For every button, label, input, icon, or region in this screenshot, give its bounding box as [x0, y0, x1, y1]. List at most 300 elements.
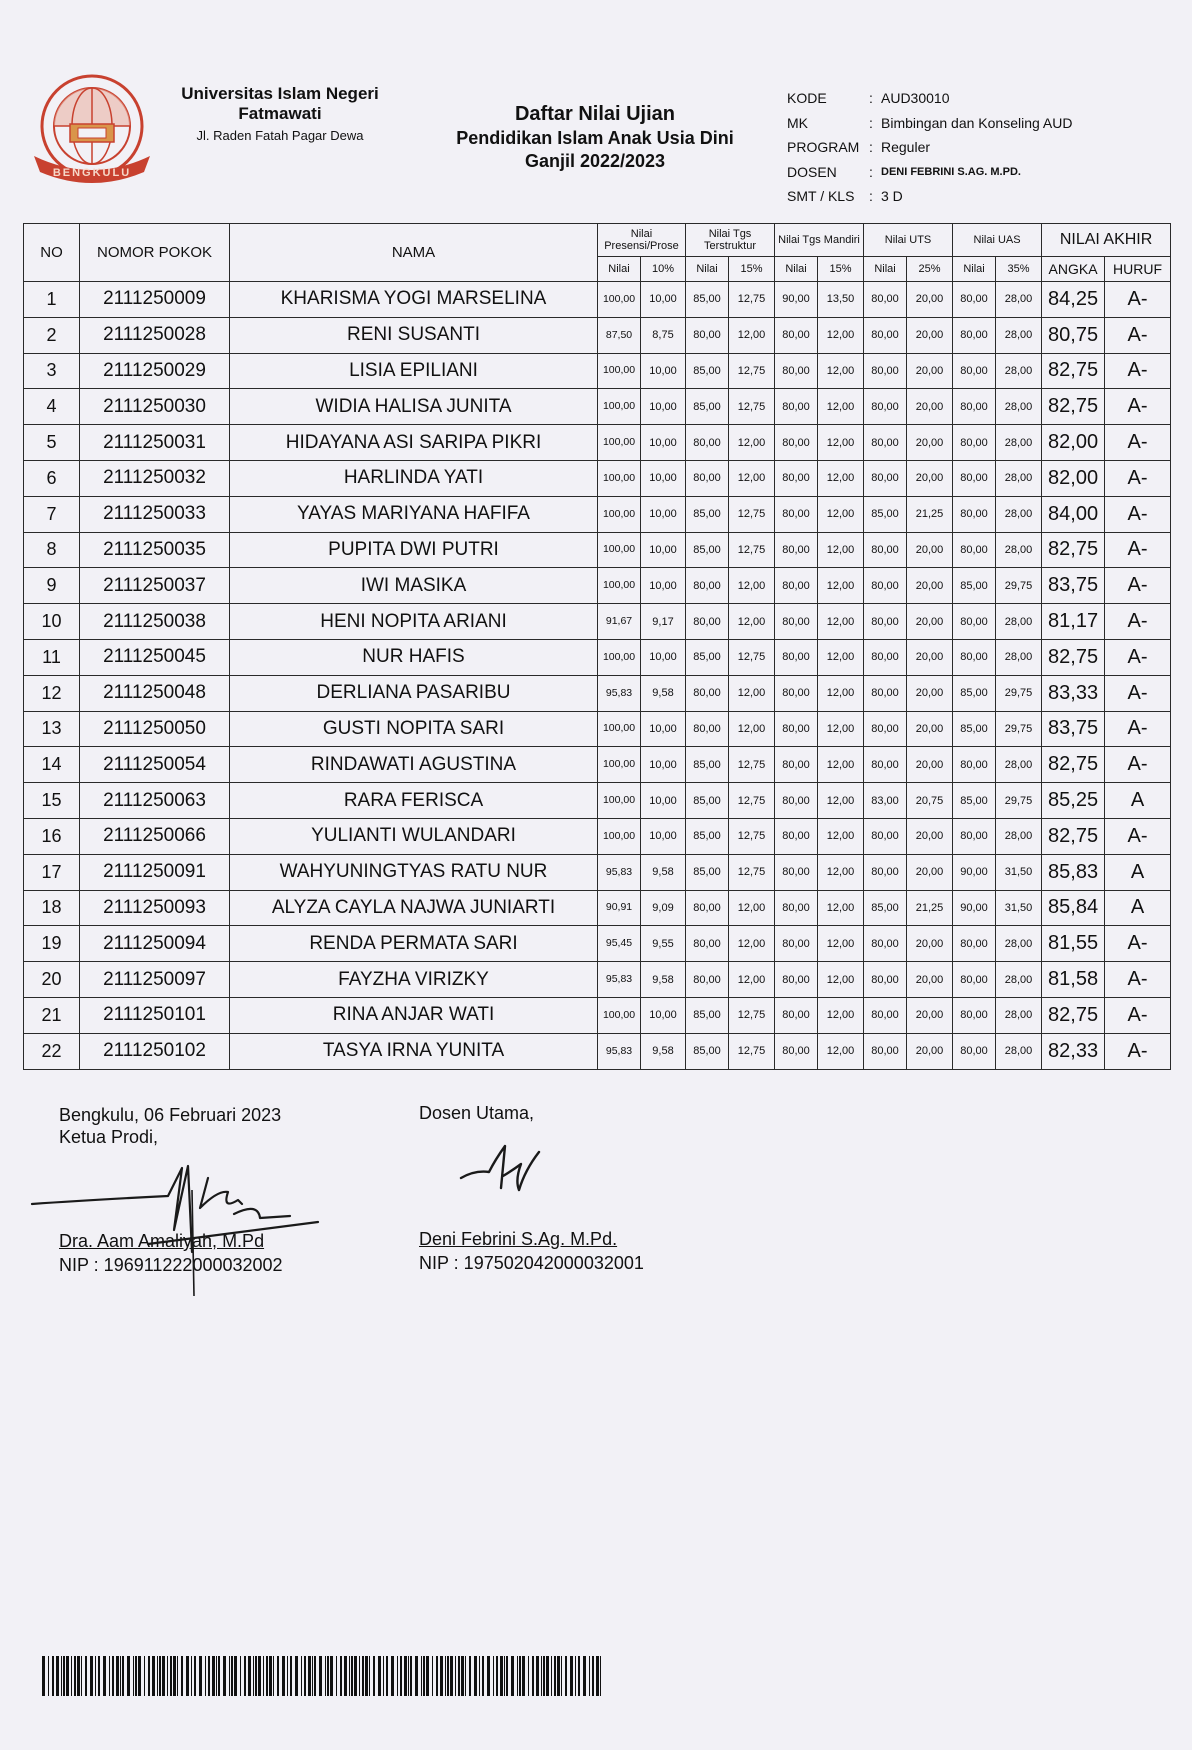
row-presensi-nilai: 100,00 — [598, 353, 641, 389]
row-uas-35: 29,75 — [996, 711, 1042, 747]
row-uas-nilai: 80,00 — [953, 926, 996, 962]
table-row — [24, 962, 1171, 998]
row-nomor-pokok: 2111250045 — [80, 639, 230, 675]
row-no: 14 — [24, 747, 80, 783]
row-uas-nilai: 80,00 — [953, 1033, 996, 1069]
row-presensi-10: 10,00 — [641, 282, 686, 318]
row-huruf: A- — [1105, 997, 1171, 1033]
row-angka: 83,75 — [1042, 711, 1105, 747]
row-presensi-10: 10,00 — [641, 460, 686, 496]
row-uas-35: 28,00 — [996, 282, 1042, 318]
row-mandiri-15: 12,00 — [818, 711, 864, 747]
row-presensi-10: 10,00 — [641, 532, 686, 568]
row-uts-25: 20,00 — [907, 389, 953, 425]
row-uas-35: 31,50 — [996, 854, 1042, 890]
row-uas-35: 28,00 — [996, 460, 1042, 496]
row-huruf: A- — [1105, 818, 1171, 854]
row-presensi-nilai: 100,00 — [598, 532, 641, 568]
row-nomor-pokok: 2111250063 — [80, 783, 230, 819]
row-uts-nilai: 85,00 — [864, 890, 907, 926]
row-angka: 84,00 — [1042, 496, 1105, 532]
row-nama: LISIA EPILIANI — [230, 353, 598, 389]
row-presensi-nilai: 95,83 — [598, 962, 641, 998]
row-mandiri-nilai: 80,00 — [775, 675, 818, 711]
row-uas-nilai: 80,00 — [953, 639, 996, 675]
row-huruf: A- — [1105, 282, 1171, 318]
logo-ribbon-text: BENGKULU — [52, 167, 132, 179]
row-uas-nilai: 80,00 — [953, 282, 996, 318]
row-uas-35: 28,00 — [996, 496, 1042, 532]
row-terstruktur-15: 12,00 — [729, 604, 775, 640]
document-title — [430, 102, 760, 172]
info-value: Reguler — [881, 139, 931, 156]
row-huruf: A- — [1105, 389, 1171, 425]
row-uts-nilai: 80,00 — [864, 818, 907, 854]
row-angka: 85,84 — [1042, 890, 1105, 926]
row-nama: ALYZA CAYLA NAJWA JUNIARTI — [230, 890, 598, 926]
row-uas-nilai: 85,00 — [953, 711, 996, 747]
row-uts-nilai: 80,00 — [864, 604, 907, 640]
row-no: 10 — [24, 604, 80, 640]
row-terstruktur-nilai: 80,00 — [686, 711, 729, 747]
university-name-line1: Universitas Islam Negeri — [181, 84, 379, 103]
info-row-smt-kls: SMT / KLS : 3 D — [787, 188, 903, 205]
row-mandiri-15: 12,00 — [818, 997, 864, 1033]
row-uts-25: 20,00 — [907, 532, 953, 568]
row-uts-25: 21,25 — [907, 496, 953, 532]
row-terstruktur-15: 12,75 — [729, 353, 775, 389]
row-uts-25: 20,00 — [907, 997, 953, 1033]
row-terstruktur-15: 12,75 — [729, 818, 775, 854]
col-header-presensi: Nilai Presensi/Prose — [598, 224, 686, 257]
row-no: 12 — [24, 675, 80, 711]
row-uts-25: 20,00 — [907, 926, 953, 962]
row-nama: DERLIANA PASARIBU — [230, 675, 598, 711]
table-row — [24, 389, 1171, 425]
row-nomor-pokok: 2111250097 — [80, 962, 230, 998]
row-mandiri-15: 13,50 — [818, 282, 864, 318]
table-row — [24, 675, 1171, 711]
row-mandiri-nilai: 80,00 — [775, 532, 818, 568]
row-uas-35: 28,00 — [996, 997, 1042, 1033]
row-uas-nilai: 80,00 — [953, 532, 996, 568]
subheader: HURUF — [1105, 257, 1171, 282]
left-role: Ketua Prodi, — [59, 1127, 159, 1147]
row-uas-35: 28,00 — [996, 532, 1042, 568]
table-row — [24, 317, 1171, 353]
row-terstruktur-nilai: 85,00 — [686, 818, 729, 854]
row-no: 3 — [24, 353, 80, 389]
row-nama: GUSTI NOPITA SARI — [230, 711, 598, 747]
row-terstruktur-nilai: 85,00 — [686, 997, 729, 1033]
row-nomor-pokok: 2111250101 — [80, 997, 230, 1033]
info-value: Bimbingan dan Konseling AUD — [881, 114, 1073, 131]
row-huruf: A- — [1105, 711, 1171, 747]
row-presensi-10: 9,09 — [641, 890, 686, 926]
row-presensi-10: 10,00 — [641, 818, 686, 854]
row-presensi-nilai: 100,00 — [598, 282, 641, 318]
row-presensi-10: 10,00 — [641, 747, 686, 783]
row-nomor-pokok: 2111250050 — [80, 711, 230, 747]
row-presensi-nilai: 90,91 — [598, 890, 641, 926]
subheader: 15% — [818, 257, 864, 282]
row-presensi-10: 9,58 — [641, 1033, 686, 1069]
row-uas-35: 28,00 — [996, 353, 1042, 389]
table-row — [24, 532, 1171, 568]
info-row-mk: MK : Bimbingan dan Konseling AUD — [787, 114, 1073, 131]
col-header-nilai-akhir: NILAI AKHIR — [1042, 224, 1171, 257]
row-mandiri-nilai: 80,00 — [775, 854, 818, 890]
row-presensi-nilai: 100,00 — [598, 496, 641, 532]
row-uas-35: 28,00 — [996, 747, 1042, 783]
row-presensi-nilai: 100,00 — [598, 747, 641, 783]
subheader: Nilai — [953, 257, 996, 282]
university-block — [160, 84, 400, 143]
row-presensi-nilai: 100,00 — [598, 568, 641, 604]
row-uas-35: 28,00 — [996, 926, 1042, 962]
row-mandiri-nilai: 80,00 — [775, 353, 818, 389]
row-mandiri-15: 12,00 — [818, 317, 864, 353]
row-nama: IWI MASIKA — [230, 568, 598, 604]
row-huruf: A- — [1105, 604, 1171, 640]
row-uts-25: 20,00 — [907, 711, 953, 747]
subheader: Nilai — [598, 257, 641, 282]
row-terstruktur-15: 12,00 — [729, 711, 775, 747]
row-terstruktur-nilai: 85,00 — [686, 496, 729, 532]
row-angka: 85,25 — [1042, 783, 1105, 819]
row-angka: 82,75 — [1042, 639, 1105, 675]
info-row-kode: KODE : AUD30010 — [787, 90, 950, 107]
row-presensi-10: 8,75 — [641, 317, 686, 353]
row-uts-25: 20,00 — [907, 962, 953, 998]
row-presensi-nilai: 95,83 — [598, 675, 641, 711]
row-huruf: A- — [1105, 962, 1171, 998]
row-huruf: A- — [1105, 425, 1171, 461]
signature-block-left — [59, 1104, 283, 1275]
row-terstruktur-nilai: 80,00 — [686, 317, 729, 353]
subheader: 10% — [641, 257, 686, 282]
row-mandiri-nilai: 80,00 — [775, 604, 818, 640]
row-angka: 82,75 — [1042, 353, 1105, 389]
row-presensi-10: 9,58 — [641, 675, 686, 711]
row-terstruktur-15: 12,75 — [729, 282, 775, 318]
row-presensi-10: 10,00 — [641, 353, 686, 389]
row-uts-25: 20,00 — [907, 639, 953, 675]
row-terstruktur-nilai: 85,00 — [686, 282, 729, 318]
table-row — [24, 890, 1171, 926]
row-nomor-pokok: 2111250038 — [80, 604, 230, 640]
row-nomor-pokok: 2111250009 — [80, 282, 230, 318]
row-uas-35: 28,00 — [996, 604, 1042, 640]
subheader: ANGKA — [1042, 257, 1105, 282]
row-presensi-10: 10,00 — [641, 568, 686, 604]
row-huruf: A- — [1105, 568, 1171, 604]
row-terstruktur-15: 12,00 — [729, 317, 775, 353]
table-row — [24, 747, 1171, 783]
table-row — [24, 926, 1171, 962]
row-terstruktur-15: 12,00 — [729, 425, 775, 461]
row-angka: 82,00 — [1042, 425, 1105, 461]
row-mandiri-nilai: 80,00 — [775, 711, 818, 747]
row-mandiri-nilai: 80,00 — [775, 818, 818, 854]
row-huruf: A- — [1105, 1033, 1171, 1069]
row-mandiri-15: 12,00 — [818, 604, 864, 640]
row-mandiri-15: 12,00 — [818, 496, 864, 532]
row-nomor-pokok: 2111250066 — [80, 818, 230, 854]
row-angka: 80,75 — [1042, 317, 1105, 353]
row-angka: 85,83 — [1042, 854, 1105, 890]
row-uts-25: 20,00 — [907, 460, 953, 496]
header-row-1 — [24, 224, 1171, 257]
row-no: 6 — [24, 460, 80, 496]
row-angka: 82,00 — [1042, 460, 1105, 496]
row-terstruktur-nilai: 80,00 — [686, 926, 729, 962]
col-header-tgs-terstruktur: Nilai Tgs Terstruktur — [686, 224, 775, 257]
row-terstruktur-nilai: 80,00 — [686, 890, 729, 926]
row-uts-25: 20,75 — [907, 783, 953, 819]
grades-table — [23, 223, 1171, 1070]
row-mandiri-nilai: 80,00 — [775, 890, 818, 926]
row-uas-nilai: 80,00 — [953, 997, 996, 1033]
row-angka: 82,33 — [1042, 1033, 1105, 1069]
row-uas-nilai: 85,00 — [953, 675, 996, 711]
row-huruf: A- — [1105, 317, 1171, 353]
row-presensi-nilai: 100,00 — [598, 783, 641, 819]
info-key: PROGRAM — [787, 139, 860, 156]
signature-block-right — [419, 1102, 644, 1273]
row-mandiri-15: 12,00 — [818, 675, 864, 711]
row-nomor-pokok: 2111250091 — [80, 854, 230, 890]
row-uas-nilai: 80,00 — [953, 353, 996, 389]
table-row — [24, 568, 1171, 604]
row-no: 19 — [24, 926, 80, 962]
row-angka: 81,17 — [1042, 604, 1105, 640]
row-uts-25: 21,25 — [907, 890, 953, 926]
col-header-nama: NAMA — [230, 224, 598, 282]
place-date: Bengkulu, 06 Februari 2023 — [59, 1105, 282, 1125]
row-mandiri-15: 12,00 — [818, 818, 864, 854]
table-row — [24, 854, 1171, 890]
row-angka: 82,75 — [1042, 389, 1105, 425]
row-angka: 83,33 — [1042, 675, 1105, 711]
row-no: 22 — [24, 1033, 80, 1069]
row-mandiri-15: 12,00 — [818, 962, 864, 998]
row-no: 11 — [24, 639, 80, 675]
row-uts-25: 20,00 — [907, 747, 953, 783]
col-header-uas: Nilai UAS — [953, 224, 1042, 257]
row-presensi-nilai: 100,00 — [598, 639, 641, 675]
row-mandiri-nilai: 90,00 — [775, 282, 818, 318]
row-presensi-10: 9,17 — [641, 604, 686, 640]
row-terstruktur-15: 12,75 — [729, 1033, 775, 1069]
row-uas-35: 28,00 — [996, 425, 1042, 461]
subheader: 15% — [729, 257, 775, 282]
row-mandiri-nilai: 80,00 — [775, 747, 818, 783]
row-presensi-nilai: 100,00 — [598, 425, 641, 461]
left-signer-name: Dra. Aam Amaliyah, M.Pd — [59, 1231, 265, 1251]
row-nomor-pokok: 2111250030 — [80, 389, 230, 425]
row-terstruktur-nilai: 85,00 — [686, 854, 729, 890]
row-nomor-pokok: 2111250033 — [80, 496, 230, 532]
row-presensi-10: 10,00 — [641, 783, 686, 819]
table-row — [24, 783, 1171, 819]
row-mandiri-nilai: 80,00 — [775, 962, 818, 998]
row-uas-35: 28,00 — [996, 317, 1042, 353]
row-no: 5 — [24, 425, 80, 461]
table-row — [24, 496, 1171, 532]
row-terstruktur-nilai: 85,00 — [686, 1033, 729, 1069]
row-uas-35: 29,75 — [996, 568, 1042, 604]
row-nama: WAHYUNINGTYAS RATU NUR — [230, 854, 598, 890]
row-terstruktur-nilai: 80,00 — [686, 962, 729, 998]
info-row-dosen: DOSEN : DENI FEBRINI S.AG. M.PD. — [787, 163, 1021, 180]
row-mandiri-15: 12,00 — [818, 568, 864, 604]
col-header-tgs-mandiri: Nilai Tgs Mandiri — [775, 224, 864, 257]
row-terstruktur-nilai: 85,00 — [686, 639, 729, 675]
row-presensi-nilai: 95,45 — [598, 926, 641, 962]
row-terstruktur-15: 12,75 — [729, 496, 775, 532]
row-uts-25: 20,00 — [907, 425, 953, 461]
course-info — [787, 86, 1072, 209]
row-presensi-10: 9,58 — [641, 854, 686, 890]
row-mandiri-nilai: 80,00 — [775, 317, 818, 353]
table-row — [24, 282, 1171, 318]
row-angka: 81,55 — [1042, 926, 1105, 962]
row-mandiri-nilai: 80,00 — [775, 997, 818, 1033]
row-presensi-10: 9,55 — [641, 926, 686, 962]
row-uas-nilai: 85,00 — [953, 568, 996, 604]
row-uas-nilai: 80,00 — [953, 962, 996, 998]
row-angka: 84,25 — [1042, 282, 1105, 318]
signature-ketua-prodi — [28, 1160, 328, 1300]
row-nomor-pokok: 2111250048 — [80, 675, 230, 711]
subheader: Nilai — [686, 257, 729, 282]
table-row — [24, 711, 1171, 747]
barcode — [42, 1656, 604, 1696]
row-angka: 83,75 — [1042, 568, 1105, 604]
row-uas-nilai: 90,00 — [953, 890, 996, 926]
row-nama: RARA FERISCA — [230, 783, 598, 819]
subheader: 25% — [907, 257, 953, 282]
row-presensi-10: 10,00 — [641, 639, 686, 675]
row-uts-25: 20,00 — [907, 818, 953, 854]
row-uas-35: 28,00 — [996, 962, 1042, 998]
table-row — [24, 353, 1171, 389]
row-huruf: A- — [1105, 747, 1171, 783]
row-no: 1 — [24, 282, 80, 318]
info-row-program: PROGRAM : Reguler — [787, 139, 931, 156]
row-presensi-10: 10,00 — [641, 425, 686, 461]
title-line2: Pendidikan Islam Anak Usia Dini — [456, 128, 734, 148]
row-nomor-pokok: 2111250093 — [80, 890, 230, 926]
row-uts-nilai: 80,00 — [864, 962, 907, 998]
row-angka: 82,75 — [1042, 532, 1105, 568]
row-nama: YULIANTI WULANDARI — [230, 818, 598, 854]
row-mandiri-nilai: 80,00 — [775, 389, 818, 425]
row-uts-nilai: 80,00 — [864, 532, 907, 568]
info-key: MK — [787, 114, 808, 131]
row-no: 2 — [24, 317, 80, 353]
row-uas-35: 28,00 — [996, 389, 1042, 425]
row-no: 16 — [24, 818, 80, 854]
row-uts-25: 20,00 — [907, 568, 953, 604]
row-uts-nilai: 85,00 — [864, 496, 907, 532]
row-mandiri-15: 12,00 — [818, 1033, 864, 1069]
row-uas-nilai: 80,00 — [953, 389, 996, 425]
row-uas-35: 28,00 — [996, 818, 1042, 854]
info-value: 3 D — [881, 188, 903, 205]
row-terstruktur-nilai: 85,00 — [686, 783, 729, 819]
row-presensi-nilai: 100,00 — [598, 818, 641, 854]
title-line3: Ganjil 2022/2023 — [524, 151, 666, 171]
row-terstruktur-nilai: 85,00 — [686, 532, 729, 568]
row-huruf: A — [1105, 890, 1171, 926]
right-signer-nip: NIP : 197502042000032001 — [419, 1253, 644, 1273]
table-row — [24, 997, 1171, 1033]
row-no: 9 — [24, 568, 80, 604]
row-presensi-nilai: 100,00 — [598, 711, 641, 747]
university-logo — [26, 72, 158, 190]
row-angka: 82,75 — [1042, 818, 1105, 854]
row-no: 20 — [24, 962, 80, 998]
row-uts-nilai: 80,00 — [864, 317, 907, 353]
row-huruf: A — [1105, 854, 1171, 890]
row-presensi-nilai: 100,00 — [598, 997, 641, 1033]
row-terstruktur-15: 12,00 — [729, 460, 775, 496]
row-nama: WIDIA HALISA JUNITA — [230, 389, 598, 425]
row-nomor-pokok: 2111250035 — [80, 532, 230, 568]
row-nama: HIDAYANA ASI SARIPA PIKRI — [230, 425, 598, 461]
row-mandiri-nilai: 80,00 — [775, 496, 818, 532]
row-uas-nilai: 80,00 — [953, 460, 996, 496]
row-terstruktur-15: 12,00 — [729, 890, 775, 926]
row-nomor-pokok: 2111250102 — [80, 1033, 230, 1069]
row-mandiri-15: 12,00 — [818, 389, 864, 425]
row-nama: RINA ANJAR WATI — [230, 997, 598, 1033]
row-angka: 81,58 — [1042, 962, 1105, 998]
table-row — [24, 460, 1171, 496]
row-nama: HARLINDA YATI — [230, 460, 598, 496]
row-huruf: A- — [1105, 926, 1171, 962]
info-key: SMT / KLS — [787, 188, 855, 205]
row-angka: 82,75 — [1042, 997, 1105, 1033]
row-terstruktur-nilai: 85,00 — [686, 389, 729, 425]
left-signer-nip: NIP : 196911222000032002 — [59, 1255, 283, 1275]
row-mandiri-15: 12,00 — [818, 460, 864, 496]
row-uas-nilai: 85,00 — [953, 783, 996, 819]
signature-dosen-utama — [455, 1140, 555, 1200]
title-line1: Daftar Nilai Ujian — [514, 103, 676, 125]
row-nomor-pokok: 2111250032 — [80, 460, 230, 496]
col-header-no: NO — [24, 224, 80, 282]
row-no: 8 — [24, 532, 80, 568]
row-mandiri-15: 12,00 — [818, 890, 864, 926]
row-mandiri-nilai: 80,00 — [775, 425, 818, 461]
row-no: 21 — [24, 997, 80, 1033]
row-uts-nilai: 80,00 — [864, 389, 907, 425]
info-key: KODE — [787, 90, 827, 107]
row-uas-nilai: 80,00 — [953, 425, 996, 461]
row-presensi-10: 10,00 — [641, 711, 686, 747]
row-terstruktur-15: 12,75 — [729, 783, 775, 819]
row-uts-25: 20,00 — [907, 1033, 953, 1069]
row-huruf: A- — [1105, 460, 1171, 496]
row-huruf: A- — [1105, 496, 1171, 532]
row-presensi-nilai: 87,50 — [598, 317, 641, 353]
row-presensi-10: 10,00 — [641, 389, 686, 425]
row-mandiri-15: 12,00 — [818, 532, 864, 568]
row-presensi-10: 10,00 — [641, 997, 686, 1033]
